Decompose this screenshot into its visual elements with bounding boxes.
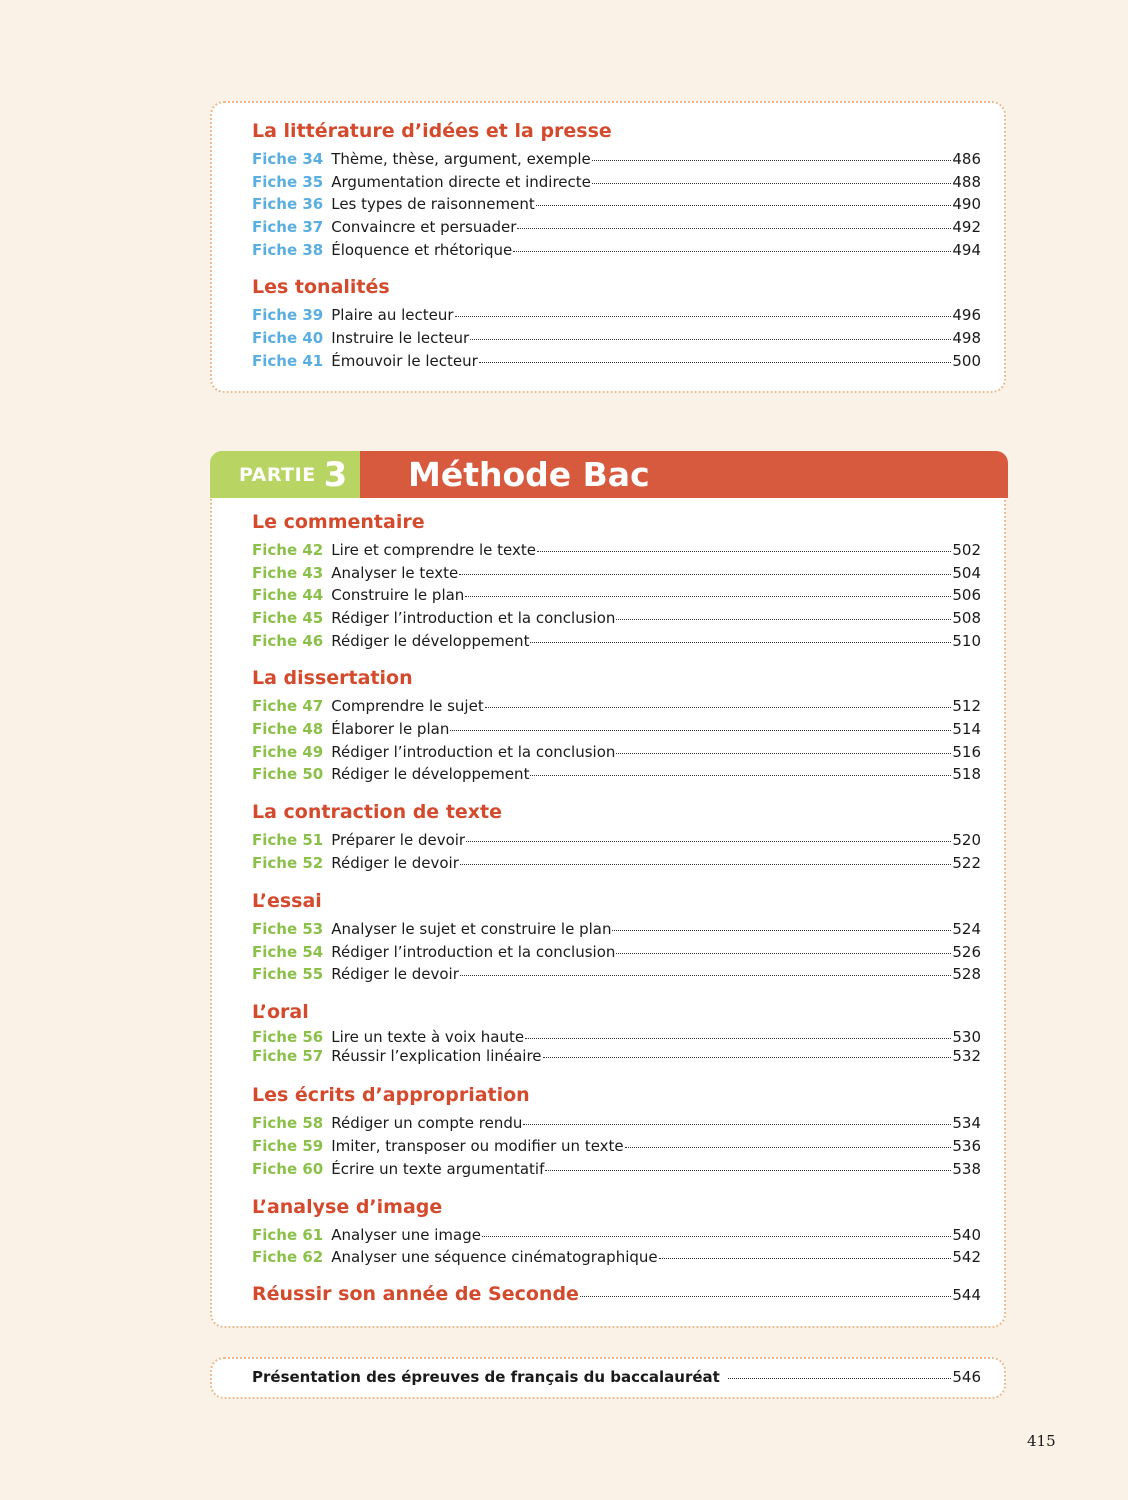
entry-page: 514: [952, 720, 981, 738]
toc-entry[interactable]: [252, 854, 981, 872]
partie-number: 3: [323, 454, 348, 495]
entry-page: 540: [952, 1226, 981, 1244]
section-title-analyse-image: L’analyse d’image: [252, 1196, 443, 1218]
dot-leader: [545, 1170, 951, 1171]
entry-label: Construire le plan: [331, 586, 465, 604]
section-title-essai: L’essai: [252, 890, 322, 912]
entry-label: Écrire un texte argumentatif: [331, 1160, 545, 1178]
fiche-number: Fiche 43: [252, 564, 324, 582]
dot-leader: [659, 1258, 952, 1259]
fiche-number: Fiche 37: [252, 218, 324, 236]
entry-label: Argumentation directe et indirecte: [331, 173, 591, 191]
dot-leader: [530, 642, 951, 643]
dot-leader: [616, 619, 951, 620]
entry-label: Rédiger l’introduction et la conclusion: [331, 943, 616, 961]
fiche-number: Fiche 36: [252, 195, 324, 213]
toc-entry[interactable]: [252, 943, 981, 961]
toc-entry[interactable]: [252, 632, 981, 650]
entry-page: 536: [952, 1137, 981, 1155]
dot-leader: [616, 953, 951, 954]
entry-page: 496: [952, 306, 981, 324]
toc-entry[interactable]: [252, 720, 981, 738]
entry-label: Comprendre le sujet: [331, 697, 484, 715]
partie-tab: [210, 451, 360, 498]
fiche-number: Fiche 51: [252, 831, 324, 849]
entry-label: Analyser une image: [331, 1226, 481, 1244]
toc-entry[interactable]: [252, 241, 981, 259]
fiche-number: Fiche 53: [252, 920, 324, 938]
entry-label: Élaborer le plan: [331, 720, 450, 738]
fiche-number: Fiche 39: [252, 306, 324, 324]
fiche-number: Fiche 47: [252, 697, 324, 715]
entry-page: 508: [952, 609, 981, 627]
toc-entry[interactable]: [252, 965, 981, 983]
toc-entry[interactable]: [252, 218, 981, 236]
entry-label: Plaire au lecteur: [331, 306, 454, 324]
page-number: 415: [1027, 1432, 1056, 1450]
dot-leader: [482, 1236, 951, 1237]
dot-leader: [523, 1124, 951, 1125]
fiche-number: Fiche 46: [252, 632, 324, 650]
dot-leader: [525, 1038, 951, 1039]
entry-label: Imiter, transposer ou modifier un texte: [331, 1137, 624, 1155]
entry-label: Réussir l’explication linéaire: [331, 1047, 542, 1065]
entry-label: Rédiger le devoir: [331, 854, 459, 872]
entry-page: 494: [952, 241, 981, 259]
section-title-ecrits-appropriation: Les écrits d’appropriation: [252, 1084, 530, 1106]
fiche-number: Fiche 49: [252, 743, 324, 761]
dot-leader: [517, 228, 951, 229]
entry-label: Présentation des épreuves de français du baccalauréat: [252, 1368, 720, 1386]
fiche-number: Fiche 58: [252, 1114, 324, 1132]
entry-page: 490: [952, 195, 981, 213]
toc-entry[interactable]: [252, 352, 981, 370]
dot-leader: [459, 574, 951, 575]
toc-entry[interactable]: [252, 564, 981, 582]
toc-entry-seconde[interactable]: [252, 1285, 981, 1304]
dot-leader: [450, 730, 951, 731]
entry-page: 510: [952, 632, 981, 650]
toc-entry[interactable]: [252, 1114, 981, 1132]
dot-leader: [728, 1378, 952, 1379]
dot-leader: [612, 930, 951, 931]
entry-page: 526: [952, 943, 981, 961]
toc-entry-bac[interactable]: [252, 1368, 981, 1386]
fiche-number: Fiche 60: [252, 1160, 324, 1178]
dot-leader: [513, 251, 951, 252]
fiche-number: Fiche 45: [252, 609, 324, 627]
fiche-number: Fiche 40: [252, 329, 324, 347]
fiche-number: Fiche 38: [252, 241, 324, 259]
dot-leader: [537, 551, 951, 552]
dot-leader: [470, 339, 951, 340]
fiche-number: Fiche 52: [252, 854, 324, 872]
entry-label: Rédiger l’introduction et la conclusion: [331, 743, 616, 761]
entry-label: Réussir son année de Seconde: [252, 1283, 579, 1305]
dot-leader: [580, 1296, 951, 1297]
entry-page: 544: [952, 1286, 981, 1304]
entry-page: 500: [952, 352, 981, 370]
dot-leader: [460, 864, 951, 865]
fiche-number: Fiche 61: [252, 1226, 324, 1244]
entry-label: Rédiger le devoir: [331, 965, 459, 983]
section-title-commentaire: Le commentaire: [252, 511, 425, 533]
toc-entry[interactable]: [252, 1028, 981, 1046]
toc-entry[interactable]: [252, 1248, 981, 1266]
section-title-litterature-idees: La littérature d’idées et la presse: [252, 120, 612, 142]
entry-page: 522: [952, 854, 981, 872]
entry-label: Les types de raisonnement: [331, 195, 535, 213]
fiche-number: Fiche 56: [252, 1028, 324, 1046]
entry-page: 502: [952, 541, 981, 559]
entry-page: 530: [952, 1028, 981, 1046]
entry-page: 486: [952, 150, 981, 168]
section-title-oral: L’oral: [252, 1001, 309, 1023]
toc-entry[interactable]: [252, 195, 981, 213]
entry-page: 506: [952, 586, 981, 604]
entry-page: 512: [952, 697, 981, 715]
entry-page: 504: [952, 564, 981, 582]
toc-entry[interactable]: [252, 1047, 981, 1065]
entry-page: 516: [952, 743, 981, 761]
toc-entry[interactable]: [252, 697, 981, 715]
entry-page: 538: [952, 1160, 981, 1178]
entry-label: Analyser le sujet et construire le plan: [331, 920, 612, 938]
fiche-number: Fiche 48: [252, 720, 324, 738]
fiche-number: Fiche 59: [252, 1137, 324, 1155]
toc-entry[interactable]: [252, 765, 981, 783]
fiche-number: Fiche 35: [252, 173, 324, 191]
entry-label: Thème, thèse, argument, exemple: [331, 150, 591, 168]
toc-entry[interactable]: [252, 1137, 981, 1155]
dot-leader: [543, 1057, 952, 1058]
toc-entry[interactable]: [252, 609, 981, 627]
entry-page: 534: [952, 1114, 981, 1132]
partie-word: PARTIE: [239, 463, 316, 486]
fiche-number: Fiche 57: [252, 1047, 324, 1065]
entry-label: Lire et comprendre le texte: [331, 541, 536, 559]
entry-label: Instruire le lecteur: [331, 329, 470, 347]
fiche-number: Fiche 42: [252, 541, 324, 559]
dot-leader: [616, 753, 951, 754]
entry-label: Préparer le devoir: [331, 831, 466, 849]
entry-label: Analyser le texte: [331, 564, 459, 582]
entry-page: 520: [952, 831, 981, 849]
entry-page: 542: [952, 1248, 981, 1266]
toc-entry[interactable]: [252, 920, 981, 938]
dot-leader: [455, 316, 952, 317]
entry-page: 524: [952, 920, 981, 938]
dot-leader: [592, 160, 952, 161]
entry-page: 528: [952, 965, 981, 983]
entry-label: Rédiger l’introduction et la conclusion: [331, 609, 616, 627]
fiche-number: Fiche 54: [252, 943, 324, 961]
toc-entry[interactable]: [252, 306, 981, 324]
dot-leader: [536, 205, 952, 206]
dot-leader: [592, 183, 951, 184]
toc-entry[interactable]: [252, 329, 981, 347]
dot-leader: [479, 362, 952, 363]
dot-leader: [530, 775, 951, 776]
entry-page: 498: [952, 329, 981, 347]
dot-leader: [460, 975, 951, 976]
fiche-number: Fiche 62: [252, 1248, 324, 1266]
fiche-number: Fiche 44: [252, 586, 324, 604]
section-title-tonalites: Les tonalités: [252, 276, 390, 298]
entry-label: Lire un texte à voix haute: [331, 1028, 525, 1046]
entry-label: Analyser une séquence cinématographique: [331, 1248, 658, 1266]
entry-page: 488: [952, 173, 981, 191]
toc-entry[interactable]: [252, 150, 981, 168]
entry-page: 546: [952, 1368, 981, 1386]
section-title-contraction: La contraction de texte: [252, 801, 503, 823]
fiche-number: Fiche 50: [252, 765, 324, 783]
fiche-number: Fiche 41: [252, 352, 324, 370]
toc-entry[interactable]: [252, 1160, 981, 1178]
toc-entry[interactable]: [252, 1226, 981, 1244]
entry-label: Émouvoir le lecteur: [331, 352, 478, 370]
entry-page: 532: [952, 1047, 981, 1065]
entry-page: 492: [952, 218, 981, 236]
toc-entry[interactable]: [252, 831, 981, 849]
dot-leader: [465, 596, 951, 597]
entry-label: Rédiger un compte rendu: [331, 1114, 523, 1132]
toc-entry[interactable]: [252, 173, 981, 191]
entry-label: Rédiger le développement: [331, 765, 530, 783]
section-title-dissertation: La dissertation: [252, 667, 413, 689]
toc-entry[interactable]: [252, 743, 981, 761]
toc-entry[interactable]: [252, 586, 981, 604]
entry-label: Convaincre et persuader: [331, 218, 517, 236]
fiche-number: Fiche 55: [252, 965, 324, 983]
dot-leader: [466, 841, 951, 842]
entry-label: Éloquence et rhétorique: [331, 241, 513, 259]
dot-leader: [625, 1147, 952, 1148]
fiche-number: Fiche 34: [252, 150, 324, 168]
dot-leader: [485, 707, 952, 708]
entry-label: Rédiger le développement: [331, 632, 530, 650]
toc-entry[interactable]: [252, 541, 981, 559]
partie-title: Méthode Bac: [360, 451, 1008, 498]
entry-page: 518: [952, 765, 981, 783]
